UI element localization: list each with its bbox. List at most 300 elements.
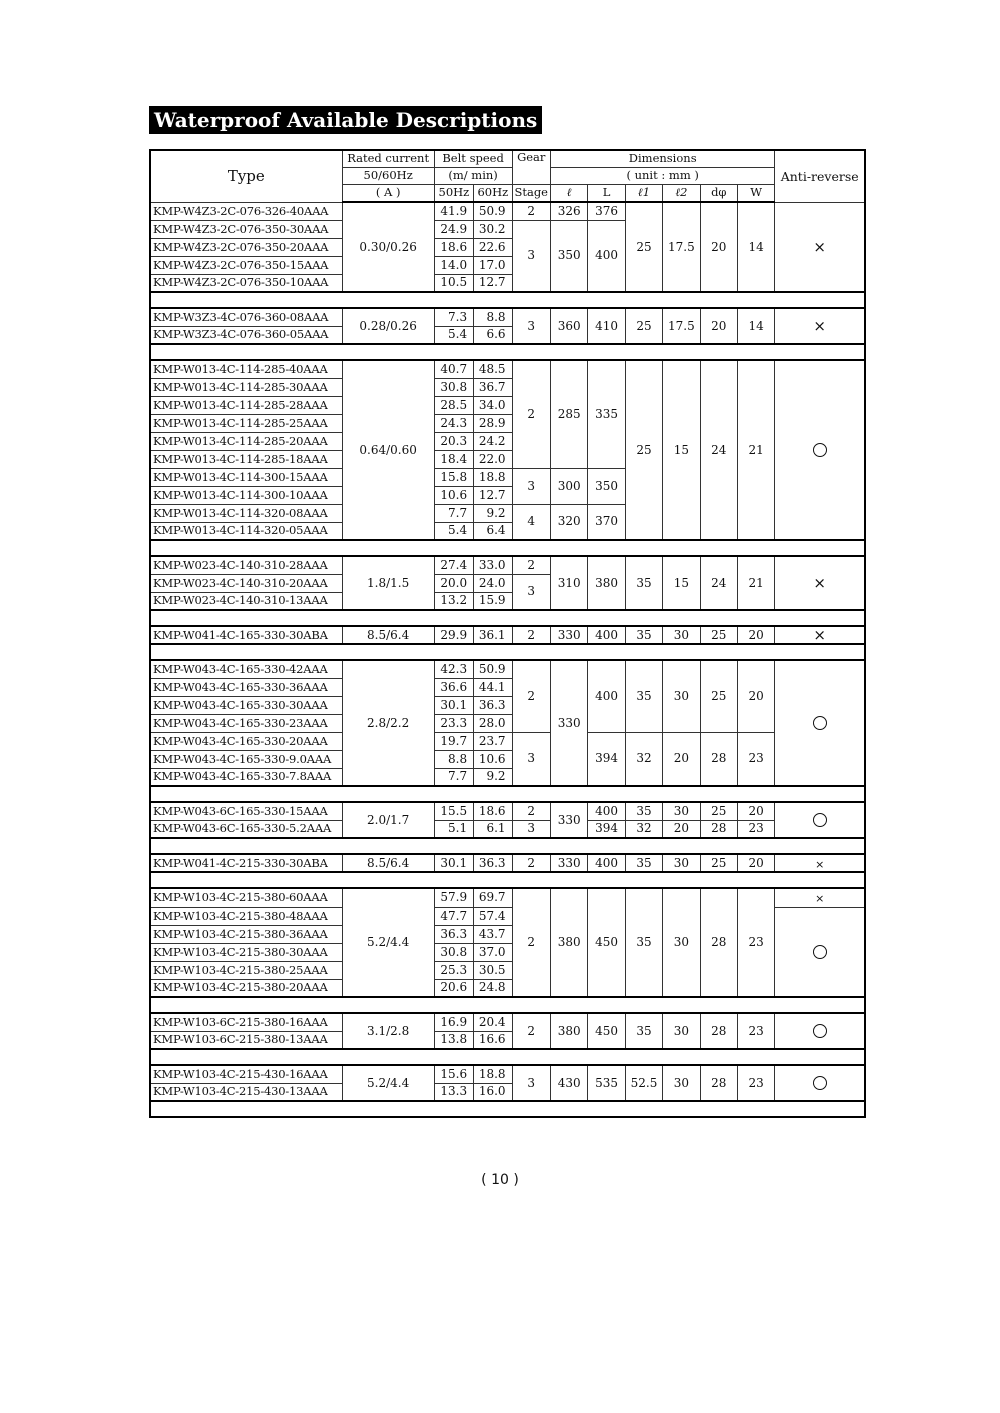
speed60-cell: 28.9 [474,414,512,432]
d-cell: 25 [700,854,737,872]
speed50-cell: 19.7 [434,732,473,750]
header-dim-unit: ( unit : mm ) [550,167,774,184]
speed60-cell: 36.7 [474,378,512,396]
w-cell: 21 [737,360,774,540]
table-row [150,556,865,574]
speed50-cell: 29.9 [434,626,473,644]
speed50-cell: 57.9 [434,888,473,907]
header-l1: ℓ1 [625,184,662,202]
anti-reverse-cell [775,802,865,838]
header-rated-current: Rated current [342,150,434,167]
type-cell: KMP-W043-4C-165-330-23AAA [150,714,342,732]
cross-mark-icon: × [813,574,826,592]
speed50-cell: 13.3 [434,1083,473,1101]
speed60-cell: 30.2 [474,220,512,238]
l1-cell: 32 [625,820,662,838]
speed60-cell: 30.5 [474,961,512,979]
d-cell: 28 [700,820,737,838]
w-cell: 23 [737,820,774,838]
l2-cell: 30 [663,626,700,644]
l2-cell: 20 [663,820,700,838]
table-row [150,626,865,644]
speed50-cell: 13.2 [434,592,473,610]
stage-cell: 2 [512,202,550,220]
speed50-cell: 20.3 [434,432,473,450]
speed50-cell: 47.7 [434,907,473,925]
type-cell: KMP-W013-4C-114-300-10AAA [150,486,342,504]
l1-cell: 25 [625,360,662,540]
w-cell: 14 [737,308,774,344]
stage-cell: 3 [512,574,550,610]
d-cell: 25 [700,802,737,820]
stage-cell: 2 [512,888,550,997]
anti-reverse-cell [775,660,865,786]
speed60-cell: 33.0 [474,556,512,574]
page-number: ( 10 ) [481,1172,519,1188]
l1-cell: 35 [625,802,662,820]
header-l-small: ℓ [550,184,587,202]
anti-reverse-cell [775,1013,865,1049]
table-row [150,888,865,907]
type-cell: KMP-W103-4C-215-380-20AAA [150,979,342,997]
speed60-cell: 10.6 [474,750,512,768]
speed60-cell: 15.9 [474,592,512,610]
d-cell: 28 [700,888,737,997]
l-cell: 380 [550,888,587,997]
current-cell: 0.28/0.26 [342,308,434,344]
current-cell: 1.8/1.5 [342,556,434,610]
l-cell: 380 [550,1013,587,1049]
current-cell: 5.2/4.4 [342,888,434,997]
speed60-cell: 37.0 [474,943,512,961]
speed50-cell: 20.6 [434,979,473,997]
speed50-cell: 30.1 [434,696,473,714]
L-cell: 400 [588,220,625,292]
l-cell: 330 [550,802,587,838]
l1-cell: 35 [625,660,662,732]
l-cell: 360 [550,308,587,344]
w-cell: 23 [737,1013,774,1049]
header-rated-unit: ( A ) [342,184,434,202]
stage-cell: 2 [512,1013,550,1049]
l1-cell: 25 [625,202,662,292]
type-cell: KMP-W103-4C-215-380-25AAA [150,961,342,979]
l-cell: 326 [550,202,587,220]
speed60-cell: 34.0 [474,396,512,414]
group-separator [150,540,865,556]
stage-cell: 3 [512,468,550,504]
L-cell: 335 [588,360,625,468]
speed50-cell: 18.6 [434,238,473,256]
l1-cell: 32 [625,732,662,786]
L-cell: 376 [588,202,625,220]
header-belt-speed: Belt speed [434,150,512,167]
d-cell: 25 [700,660,737,732]
speed50-cell: 36.6 [434,678,473,696]
current-cell: 3.1/2.8 [342,1013,434,1049]
speed50-cell: 15.5 [434,802,473,820]
speed60-cell: 9.2 [474,768,512,786]
l-cell: 285 [550,360,587,468]
header-stage: Stage [512,184,550,202]
d-cell: 25 [700,626,737,644]
type-cell: KMP-W023-4C-140-310-28AAA [150,556,342,574]
header-anti-reverse: Anti-reverse [775,150,865,202]
speed60-cell: 12.7 [474,486,512,504]
speed50-cell: 15.8 [434,468,473,486]
type-cell: KMP-W043-4C-165-330-9.0AAA [150,750,342,768]
speed50-cell: 30.8 [434,378,473,396]
l2-cell: 30 [663,1065,700,1101]
l-cell: 310 [550,556,587,610]
anti-reverse-cell [775,854,865,872]
stage-cell: 4 [512,504,550,540]
speed60-cell: 6.1 [474,820,512,838]
circle-mark-icon [813,1076,827,1090]
d-cell: 20 [700,202,737,292]
header-belt-unit: (m/ min) [434,167,512,184]
table-row [150,732,865,750]
cross-mark-icon: × [815,892,825,906]
speed60-cell: 50.9 [474,202,512,220]
speed50-cell: 30.8 [434,943,473,961]
l-cell: 350 [550,220,587,292]
l1-cell: 52.5 [625,1065,662,1101]
w-cell: 23 [737,888,774,997]
speed60-cell: 22.6 [474,238,512,256]
l2-cell: 17.5 [663,202,700,292]
group-separator [150,1101,865,1117]
speed50-cell: 24.9 [434,220,473,238]
speed60-cell: 48.5 [474,360,512,378]
type-cell: KMP-W043-4C-165-330-42AAA [150,660,342,678]
L-cell: 535 [588,1065,625,1101]
anti-reverse-cell [775,556,865,610]
speed50-cell: 36.3 [434,925,473,943]
l-cell: 330 [550,854,587,872]
anti-reverse-cell [775,907,865,997]
stage-cell: 3 [512,1065,550,1101]
d-cell: 28 [700,732,737,786]
type-cell: KMP-W043-4C-165-330-36AAA [150,678,342,696]
type-cell: KMP-W043-4C-165-330-7.8AAA [150,768,342,786]
stage-cell: 2 [512,360,550,468]
speed60-cell: 8.8 [474,308,512,326]
speed50-cell: 20.0 [434,574,473,592]
table-row [150,202,865,220]
type-cell: KMP-W4Z3-2C-076-350-20AAA [150,238,342,256]
current-cell: 2.0/1.7 [342,802,434,838]
speed60-cell: 24.2 [474,432,512,450]
type-cell: KMP-W043-6C-165-330-5.2AAA [150,820,342,838]
anti-reverse-cell [775,360,865,540]
l2-cell: 17.5 [663,308,700,344]
table-row [150,854,865,872]
speed50-cell: 5.4 [434,522,473,540]
current-cell: 0.30/0.26 [342,202,434,292]
speed50-cell: 42.3 [434,660,473,678]
circle-mark-icon [813,716,827,730]
stage-cell: 2 [512,802,550,820]
group-separator [150,610,865,626]
current-cell: 8.5/6.4 [342,626,434,644]
speed60-cell: 57.4 [474,907,512,925]
group-separator [150,838,865,854]
speed60-cell: 28.0 [474,714,512,732]
stage-cell: 3 [512,820,550,838]
header-dimensions: Dimensions [550,150,774,167]
L-cell: 400 [588,626,625,644]
group-separator [150,1049,865,1065]
speed60-cell: 6.4 [474,522,512,540]
stage-cell: 3 [512,308,550,344]
table-row [150,360,865,378]
anti-reverse-cell [775,1065,865,1101]
speed50-cell: 24.3 [434,414,473,432]
circle-mark-icon [813,945,827,959]
d-cell: 24 [700,556,737,610]
l1-cell: 35 [625,888,662,997]
d-cell: 20 [700,308,737,344]
w-cell: 20 [737,854,774,872]
stage-cell: 3 [512,220,550,292]
l-cell: 430 [550,1065,587,1101]
speed60-cell: 9.2 [474,504,512,522]
speed50-cell: 8.8 [434,750,473,768]
l2-cell: 30 [663,888,700,997]
speed50-cell: 7.7 [434,768,473,786]
d-cell: 24 [700,360,737,540]
type-cell: KMP-W103-4C-215-380-36AAA [150,925,342,943]
type-cell: KMP-W041-4C-165-330-30ABA [150,626,342,644]
stage-cell: 2 [512,854,550,872]
header-60hz: 60Hz [474,184,512,202]
type-cell: KMP-W013-4C-114-285-28AAA [150,396,342,414]
speed60-cell: 18.8 [474,468,512,486]
stage-cell: 2 [512,660,550,732]
w-cell: 20 [737,626,774,644]
header-l2: ℓ2 [663,184,700,202]
type-cell: KMP-W013-4C-114-285-18AAA [150,450,342,468]
current-cell: 0.64/0.60 [342,360,434,540]
type-cell: KMP-W103-4C-215-430-16AAA [150,1065,342,1083]
speed50-cell: 14.0 [434,256,473,274]
l2-cell: 30 [663,854,700,872]
speed60-cell: 18.6 [474,802,512,820]
group-separator [150,786,865,802]
speed60-cell: 16.0 [474,1083,512,1101]
speed50-cell: 18.4 [434,450,473,468]
speed60-cell: 36.3 [474,696,512,714]
L-cell: 400 [588,660,625,732]
page-title: Waterproof Available Descriptions [149,106,542,134]
cross-mark-icon: × [813,317,826,335]
l-cell: 330 [550,626,587,644]
current-cell: 2.8/2.2 [342,660,434,786]
type-cell: KMP-W013-4C-114-285-40AAA [150,360,342,378]
L-cell: 410 [588,308,625,344]
speed60-cell: 36.3 [474,854,512,872]
anti-reverse-cell [775,202,865,292]
header-dphi: dφ [700,184,737,202]
w-cell: 23 [737,1065,774,1101]
w-cell: 21 [737,556,774,610]
speed60-cell: 50.9 [474,660,512,678]
header-W: W [737,184,774,202]
type-cell: KMP-W013-4C-114-285-20AAA [150,432,342,450]
type-cell: KMP-W043-4C-165-330-20AAA [150,732,342,750]
type-cell: KMP-W103-6C-215-380-13AAA [150,1031,342,1049]
speed50-cell: 28.5 [434,396,473,414]
circle-mark-icon [813,1024,827,1038]
table-row [150,660,865,678]
speed50-cell: 41.9 [434,202,473,220]
l2-cell: 20 [663,732,700,786]
L-cell: 400 [588,854,625,872]
d-cell: 28 [700,1013,737,1049]
spec-table [149,149,866,1118]
type-cell: KMP-W103-6C-215-380-16AAA [150,1013,342,1031]
type-cell: KMP-W041-4C-215-330-30ABA [150,854,342,872]
type-cell: KMP-W4Z3-2C-076-350-10AAA [150,274,342,292]
table-row [150,1013,865,1031]
speed60-cell: 6.6 [474,326,512,344]
l2-cell: 15 [663,556,700,610]
l-cell: 320 [550,504,587,540]
speed60-cell: 24.8 [474,979,512,997]
cross-mark-icon: × [813,626,826,644]
L-cell: 394 [588,732,625,786]
L-cell: 450 [588,1013,625,1049]
speed60-cell: 18.8 [474,1065,512,1083]
type-cell: KMP-W3Z3-4C-076-360-05AAA [150,326,342,344]
l-cell: 300 [550,468,587,504]
type-cell: KMP-W013-4C-114-285-25AAA [150,414,342,432]
l1-cell: 35 [625,556,662,610]
d-cell: 28 [700,1065,737,1101]
cross-mark-icon: × [815,857,825,871]
w-cell: 14 [737,202,774,292]
speed50-cell: 16.9 [434,1013,473,1031]
speed60-cell: 24.0 [474,574,512,592]
type-cell: KMP-W103-4C-215-380-60AAA [150,888,342,907]
stage-cell: 2 [512,556,550,574]
header-type: Type [150,150,342,202]
type-cell: KMP-W3Z3-4C-076-360-08AAA [150,308,342,326]
speed60-cell: 23.7 [474,732,512,750]
header-L: L [588,184,625,202]
stage-cell: 3 [512,732,550,786]
type-cell: KMP-W023-4C-140-310-20AAA [150,574,342,592]
anti-reverse-cell [775,626,865,644]
speed50-cell: 5.4 [434,326,473,344]
type-cell: KMP-W4Z3-2C-076-350-30AAA [150,220,342,238]
speed60-cell: 20.4 [474,1013,512,1031]
l-cell: 330 [550,660,587,786]
cross-mark-icon: × [813,237,826,256]
table-row [150,308,865,326]
speed50-cell: 13.8 [434,1031,473,1049]
group-separator [150,644,865,660]
type-cell: KMP-W4Z3-2C-076-326-40AAA [150,202,342,220]
table-row [150,1065,865,1083]
L-cell: 350 [588,468,625,504]
speed50-cell: 27.4 [434,556,473,574]
speed50-cell: 25.3 [434,961,473,979]
w-cell: 23 [737,732,774,786]
type-cell: KMP-W013-4C-114-320-05AAA [150,522,342,540]
anti-reverse-cell [775,308,865,344]
l1-cell: 35 [625,626,662,644]
current-cell: 8.5/6.4 [342,854,434,872]
speed60-cell: 44.1 [474,678,512,696]
speed50-cell: 40.7 [434,360,473,378]
type-cell: KMP-W4Z3-2C-076-350-15AAA [150,256,342,274]
type-cell: KMP-W103-4C-215-430-13AAA [150,1083,342,1101]
L-cell: 370 [588,504,625,540]
w-cell: 20 [737,802,774,820]
speed60-cell: 17.0 [474,256,512,274]
speed50-cell: 5.1 [434,820,473,838]
speed50-cell: 30.1 [434,854,473,872]
speed60-cell: 12.7 [474,274,512,292]
type-cell: KMP-W013-4C-114-300-15AAA [150,468,342,486]
speed50-cell: 10.6 [434,486,473,504]
header-gear: Gear [512,150,550,184]
l1-cell: 35 [625,854,662,872]
speed60-cell: 43.7 [474,925,512,943]
type-cell: KMP-W013-4C-114-320-08AAA [150,504,342,522]
type-cell: KMP-W043-4C-165-330-30AAA [150,696,342,714]
l1-cell: 35 [625,1013,662,1049]
group-separator [150,872,865,888]
speed50-cell: 10.5 [434,274,473,292]
type-cell: KMP-W023-4C-140-310-13AAA [150,592,342,610]
current-cell: 5.2/4.4 [342,1065,434,1101]
speed60-cell: 22.0 [474,450,512,468]
circle-mark-icon [813,813,827,827]
table-row [150,820,865,838]
L-cell: 450 [588,888,625,997]
table-row [150,802,865,820]
group-separator [150,997,865,1013]
speed50-cell: 23.3 [434,714,473,732]
speed60-cell: 69.7 [474,888,512,907]
L-cell: 380 [588,556,625,610]
circle-mark-icon [813,443,827,457]
header-rated-hz: 50/60Hz [342,167,434,184]
L-cell: 394 [588,820,625,838]
stage-cell: 2 [512,626,550,644]
L-cell: 400 [588,802,625,820]
speed50-cell: 15.6 [434,1065,473,1083]
speed60-cell: 36.1 [474,626,512,644]
speed60-cell: 16.6 [474,1031,512,1049]
type-cell: KMP-W103-4C-215-380-30AAA [150,943,342,961]
type-cell: KMP-W043-6C-165-330-15AAA [150,802,342,820]
l1-cell: 25 [625,308,662,344]
l2-cell: 30 [663,802,700,820]
l2-cell: 15 [663,360,700,540]
l2-cell: 30 [663,1013,700,1049]
speed50-cell: 7.7 [434,504,473,522]
speed50-cell: 7.3 [434,308,473,326]
type-cell: KMP-W103-4C-215-380-48AAA [150,907,342,925]
header-50hz: 50Hz [434,184,473,202]
w-cell: 20 [737,660,774,732]
type-cell: KMP-W013-4C-114-285-30AAA [150,378,342,396]
group-separator [150,344,865,360]
